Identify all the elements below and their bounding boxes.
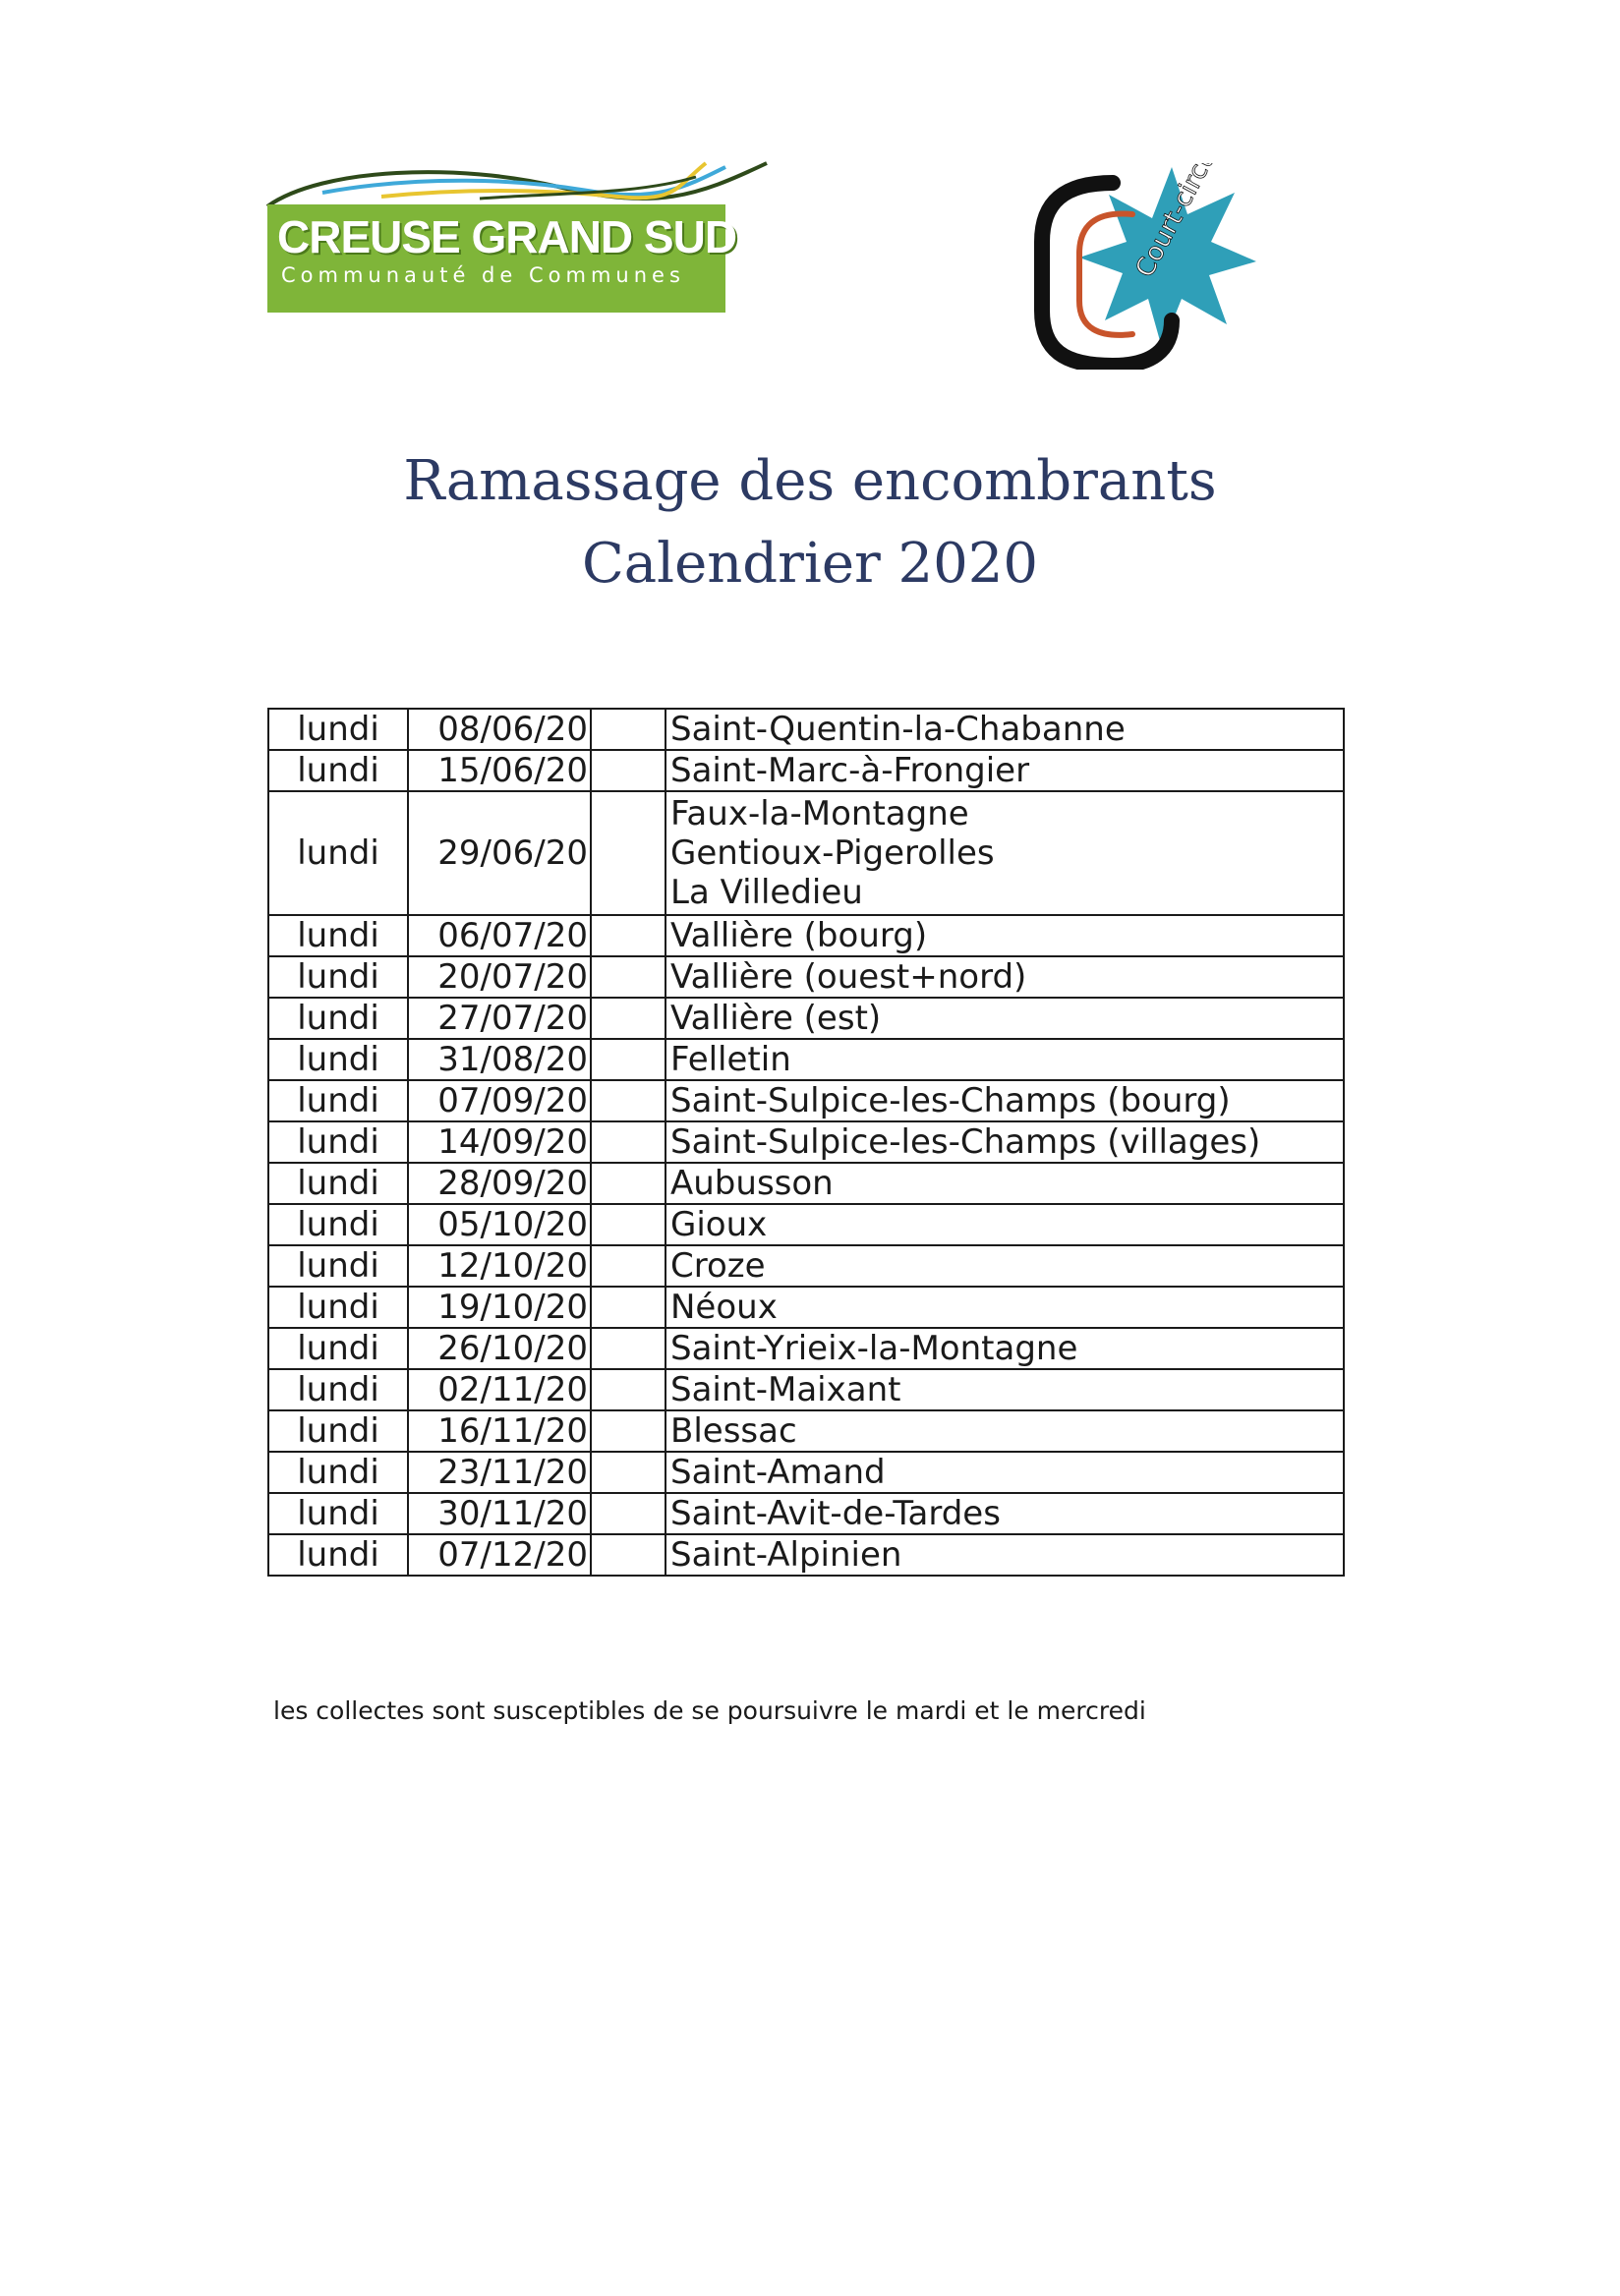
place-name: Vallière (ouest+nord): [670, 957, 1027, 997]
cell-spacer: [591, 1245, 665, 1287]
cell-day: lundi: [268, 1121, 408, 1163]
cell-date: 26/10/20: [408, 1328, 591, 1369]
place-name: Saint-Yrieix-la-Montagne: [670, 1329, 1078, 1368]
cell-spacer: [591, 1410, 665, 1452]
cell-place: [665, 1410, 1344, 1452]
cell-place: [665, 1493, 1344, 1534]
cell-place: [665, 1328, 1344, 1369]
cell-date: 02/11/20: [408, 1369, 591, 1410]
table-row: [268, 709, 1344, 750]
cell-date: 05/10/20: [408, 1204, 591, 1245]
cell-place: [665, 1452, 1344, 1493]
table-row: [268, 1410, 1344, 1452]
place-name: Vallière (bourg): [670, 916, 928, 955]
table-row: [268, 998, 1344, 1039]
place-name: Saint-Alpinien: [670, 1535, 902, 1575]
cell-date: 14/09/20: [408, 1121, 591, 1163]
place-name: Saint-Quentin-la-Chabanne: [670, 710, 1126, 749]
cell-place: [665, 1369, 1344, 1410]
table-row: [268, 915, 1344, 956]
cell-place: [665, 791, 1344, 915]
cell-spacer: [591, 1534, 665, 1576]
cell-place: [665, 709, 1344, 750]
cell-place: [665, 1245, 1344, 1287]
cell-spacer: [591, 791, 665, 915]
cell-date: 20/07/20: [408, 956, 591, 998]
cell-spacer: [591, 915, 665, 956]
table-row: [268, 750, 1344, 791]
cell-date: 27/07/20: [408, 998, 591, 1039]
cell-place: [665, 915, 1344, 956]
cell-date: 12/10/20: [408, 1245, 591, 1287]
creuse-grand-sud-logo: [263, 157, 775, 316]
table-row: [268, 1328, 1344, 1369]
cell-place: [665, 1039, 1344, 1080]
table-row: [268, 1204, 1344, 1245]
court-circuit-logo: [1024, 163, 1260, 370]
cell-day: lundi: [268, 956, 408, 998]
cell-day: lundi: [268, 1328, 408, 1369]
title-line-1: Ramassage des encombrants: [403, 449, 1217, 513]
place-name: Felletin: [670, 1040, 791, 1079]
table-row: [268, 1534, 1344, 1576]
document-title: [0, 440, 1620, 605]
logo-subtitle: Communauté de Communes: [281, 263, 685, 287]
table-row: [268, 1493, 1344, 1534]
cell-day: lundi: [268, 709, 408, 750]
cell-spacer: [591, 1039, 665, 1080]
cell-date: 07/12/20: [408, 1534, 591, 1576]
cell-day: lundi: [268, 750, 408, 791]
place-name: Saint-Sulpice-les-Champs (bourg): [670, 1081, 1231, 1120]
cell-day: lundi: [268, 1534, 408, 1576]
cell-spacer: [591, 750, 665, 791]
cell-place: [665, 1080, 1344, 1121]
table-row: [268, 1163, 1344, 1204]
cell-date: 30/11/20: [408, 1493, 591, 1534]
cell-spacer: [591, 1287, 665, 1328]
place-name: Gioux: [670, 1205, 768, 1244]
cell-day: lundi: [268, 1163, 408, 1204]
cell-date: 31/08/20: [408, 1039, 591, 1080]
cell-place: [665, 1204, 1344, 1245]
cell-spacer: [591, 1121, 665, 1163]
cell-spacer: [591, 956, 665, 998]
place-name: Saint-Avit-de-Tardes: [670, 1494, 1001, 1533]
place-name: Saint-Amand: [670, 1453, 886, 1492]
cell-place: [665, 998, 1344, 1039]
logo-title: CREUSE GRAND SUD: [277, 211, 737, 262]
cell-day: lundi: [268, 998, 408, 1039]
cell-spacer: [591, 1163, 665, 1204]
cell-date: 29/06/20: [408, 791, 591, 915]
cell-day: lundi: [268, 1039, 408, 1080]
table-row: [268, 956, 1344, 998]
table-row: [268, 1121, 1344, 1163]
cell-spacer: [591, 1080, 665, 1121]
cell-spacer: [591, 998, 665, 1039]
cell-date: 06/07/20: [408, 915, 591, 956]
svg-text:Court-circuit: Court-circuit: [1129, 163, 1231, 283]
cell-place: [665, 1287, 1344, 1328]
place-name: Saint-Sulpice-les-Champs (villages): [670, 1122, 1261, 1162]
cell-day: lundi: [268, 915, 408, 956]
schedule-body: [268, 709, 1344, 1576]
cell-day: lundi: [268, 1452, 408, 1493]
place-name: Néoux: [670, 1288, 778, 1327]
cell-date: 19/10/20: [408, 1287, 591, 1328]
table-row: [268, 1452, 1344, 1493]
cell-day: lundi: [268, 1287, 408, 1328]
cell-day: lundi: [268, 1493, 408, 1534]
cell-date: 23/11/20: [408, 1452, 591, 1493]
cell-place: [665, 956, 1344, 998]
table-row: [268, 791, 1344, 915]
cell-date: 28/09/20: [408, 1163, 591, 1204]
cell-place: [665, 1534, 1344, 1576]
place-name: Saint-Maixant: [670, 1370, 901, 1409]
place-name: Vallière (est): [670, 999, 882, 1038]
cell-spacer: [591, 709, 665, 750]
cell-spacer: [591, 1493, 665, 1534]
place-name: Blessac: [670, 1411, 797, 1451]
table-row: [268, 1369, 1344, 1410]
cell-date: 07/09/20: [408, 1080, 591, 1121]
cell-day: lundi: [268, 1369, 408, 1410]
collection-schedule-table: [267, 708, 1345, 1577]
table-row: [268, 1287, 1344, 1328]
place-name: La Villedieu: [670, 873, 863, 912]
cell-date: 08/06/20: [408, 709, 591, 750]
cell-spacer: [591, 1369, 665, 1410]
cell-place: [665, 1163, 1344, 1204]
cell-spacer: [591, 1204, 665, 1245]
court-circuit-emblem: [1024, 163, 1260, 370]
cell-spacer: [591, 1452, 665, 1493]
place-name: Gentioux-Pigerolles: [670, 833, 995, 873]
table-row: [268, 1245, 1344, 1287]
cell-day: lundi: [268, 1410, 408, 1452]
footnote: les collectes sont susceptibles de se poursuivre le mardi et le mercredi: [273, 1696, 1146, 1725]
cell-day: lundi: [268, 1245, 408, 1287]
title-line-2: Calendrier 2020: [581, 532, 1039, 596]
place-name: Faux-la-Montagne: [670, 794, 969, 833]
table-row: [268, 1039, 1344, 1080]
cell-place: [665, 750, 1344, 791]
cell-day: lundi: [268, 1080, 408, 1121]
cell-date: 15/06/20: [408, 750, 591, 791]
cell-spacer: [591, 1328, 665, 1369]
place-name: Croze: [670, 1246, 766, 1286]
place-name: Saint-Marc-à-Frongier: [670, 751, 1030, 790]
place-name: Aubusson: [670, 1164, 834, 1203]
table-row: [268, 1080, 1344, 1121]
cell-date: 16/11/20: [408, 1410, 591, 1452]
cell-day: lundi: [268, 1204, 408, 1245]
cell-place: [665, 1121, 1344, 1163]
cell-day: lundi: [268, 791, 408, 915]
